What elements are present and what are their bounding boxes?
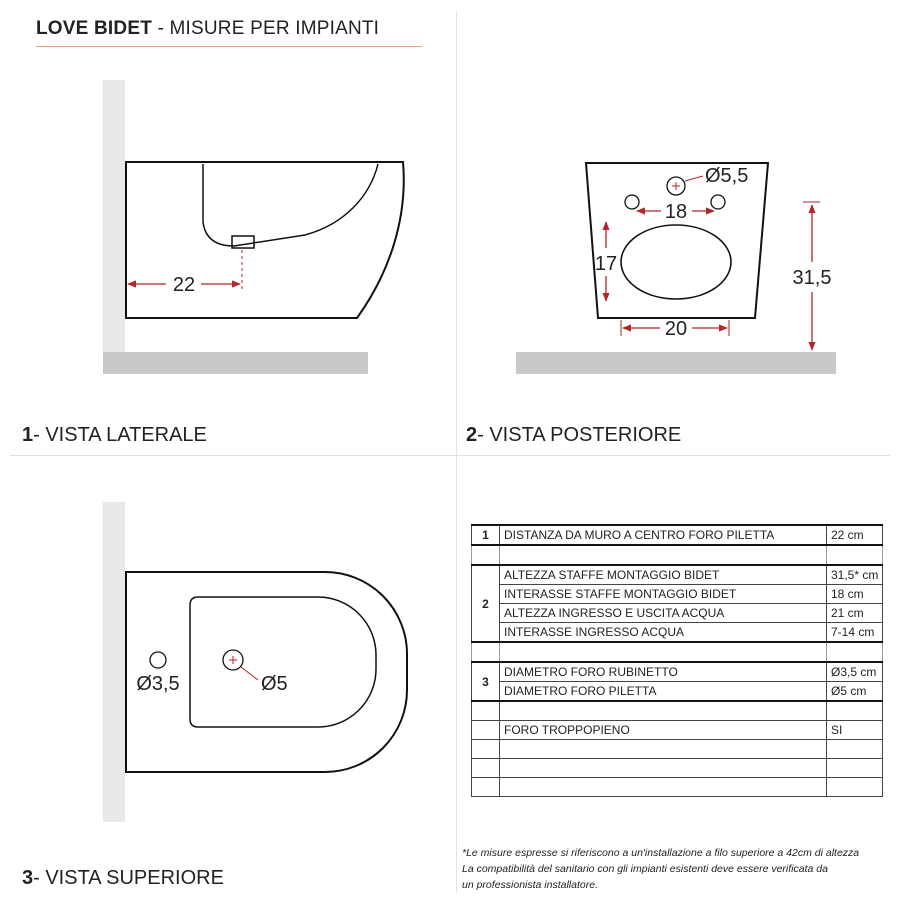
table-value-cell bbox=[827, 740, 883, 759]
top-bidet-outline bbox=[126, 572, 407, 772]
side-bidet-outline bbox=[126, 162, 404, 318]
table-desc-cell: DIAMETRO FORO PILETTA bbox=[500, 682, 827, 702]
rear-bracket-height-label: 17 bbox=[594, 253, 618, 275]
table-value-cell: 22 cm bbox=[827, 525, 883, 545]
top-drain-hole-label: Ø5 bbox=[261, 673, 288, 695]
table-group-cell bbox=[472, 759, 500, 778]
table-value-cell bbox=[827, 778, 883, 797]
table-row bbox=[472, 545, 883, 565]
table-row bbox=[472, 778, 883, 797]
table-value-cell: SI bbox=[827, 721, 883, 740]
footnotes bbox=[462, 845, 859, 893]
specs-table bbox=[471, 524, 883, 797]
table-value-cell: Ø5 cm bbox=[827, 682, 883, 702]
rear-bracket-spacing-label: 18 bbox=[664, 201, 688, 223]
table-group-cell bbox=[472, 642, 500, 662]
top-wall bbox=[103, 502, 125, 822]
table-value-cell bbox=[827, 759, 883, 778]
side-dim-label-22: 22 bbox=[172, 274, 196, 296]
table-value-cell bbox=[827, 545, 883, 565]
table-value-cell: Ø3,5 cm bbox=[827, 662, 883, 682]
rear-bracket-right bbox=[711, 195, 725, 209]
table-desc-cell: FORO TROPPOPIENO bbox=[500, 721, 827, 740]
view-title-3: - VISTA SUPERIORE bbox=[33, 867, 224, 889]
table-value-cell: 7-14 cm bbox=[827, 623, 883, 643]
table-desc-cell: DISTANZA DA MURO A CENTRO FORO PILETTA bbox=[500, 525, 827, 545]
table-value-cell: 18 cm bbox=[827, 585, 883, 604]
footnote-line-2: La compatibilità del sanitario con gli impianti esistenti deve essere verificata da bbox=[462, 863, 828, 875]
table-desc-cell bbox=[500, 545, 827, 565]
view-label-side bbox=[22, 424, 207, 447]
table-desc-cell bbox=[500, 642, 827, 662]
table-desc-cell: DIAMETRO FORO RUBINETTO bbox=[500, 662, 827, 682]
side-floor bbox=[103, 352, 368, 374]
table-row bbox=[472, 662, 883, 682]
footnote-line-1: *Le misure espresse si riferiscono a un'installazione a filo superiore a 42cm di altezza bbox=[462, 847, 860, 859]
table-desc-cell bbox=[500, 778, 827, 797]
table-row bbox=[472, 623, 883, 643]
table-row bbox=[472, 604, 883, 623]
side-wall bbox=[103, 80, 125, 352]
product-name: LOVE BIDET bbox=[36, 18, 153, 39]
rear-outlet-opening bbox=[621, 225, 731, 299]
table-row bbox=[472, 525, 883, 545]
table-row bbox=[472, 682, 883, 702]
side-bowl-inner bbox=[203, 164, 378, 246]
table-value-cell: 31,5* cm bbox=[827, 565, 883, 585]
table-group-cell bbox=[472, 701, 500, 721]
table-desc-cell bbox=[500, 701, 827, 721]
rear-floor bbox=[516, 352, 836, 374]
table-desc-cell: INTERASSE STAFFE MONTAGGIO BIDET bbox=[500, 585, 827, 604]
table-desc-cell bbox=[500, 740, 827, 759]
view-title-1: - VISTA LATERALE bbox=[33, 424, 207, 446]
table-row bbox=[472, 759, 883, 778]
page-subtitle: - MISURE PER IMPIANTI bbox=[157, 18, 380, 39]
view-title-2: - VISTA POSTERIORE bbox=[477, 424, 682, 446]
rear-total-height-label: 31,5 bbox=[792, 267, 832, 289]
top-tap-hole bbox=[150, 652, 166, 668]
view-label-rear bbox=[466, 424, 681, 447]
table-desc-cell: INTERASSE INGRESSO ACQUA bbox=[500, 623, 827, 643]
top-tap-hole-label: Ø3,5 bbox=[136, 673, 180, 695]
table-desc-cell bbox=[500, 759, 827, 778]
rear-bracket-left bbox=[625, 195, 639, 209]
top-bowl-inner bbox=[190, 597, 376, 727]
view-number-3: 3 bbox=[22, 867, 34, 889]
table-value-cell bbox=[827, 642, 883, 662]
table-row bbox=[472, 585, 883, 604]
top-drain-leader bbox=[241, 667, 258, 680]
view-number-2: 2 bbox=[466, 424, 478, 446]
table-group-cell: 1 bbox=[472, 525, 500, 545]
table-group-cell bbox=[472, 545, 500, 565]
view-label-top bbox=[22, 867, 224, 890]
table-group-cell bbox=[472, 721, 500, 740]
table-row bbox=[472, 642, 883, 662]
table-desc-cell: ALTEZZA STAFFE MONTAGGIO BIDET bbox=[500, 565, 827, 585]
rear-outlet-width-label: 20 bbox=[664, 318, 688, 340]
table-row bbox=[472, 721, 883, 740]
table-row bbox=[472, 740, 883, 759]
side-view bbox=[103, 80, 404, 374]
rear-inlet-label: Ø5,5 bbox=[705, 165, 749, 187]
table-row bbox=[472, 701, 883, 721]
table-group-cell bbox=[472, 778, 500, 797]
view-number-1: 1 bbox=[22, 424, 34, 446]
footnote-line-3: un professionista installatore. bbox=[462, 879, 598, 891]
rear-view bbox=[516, 163, 836, 374]
table-value-cell bbox=[827, 701, 883, 721]
table-value-cell: 21 cm bbox=[827, 604, 883, 623]
table-group-cell: 2 bbox=[472, 565, 500, 642]
table-row bbox=[472, 565, 883, 585]
top-view bbox=[103, 502, 407, 822]
table-group-cell: 3 bbox=[472, 662, 500, 701]
table-desc-cell: ALTEZZA INGRESSO E USCITA ACQUA bbox=[500, 604, 827, 623]
table-group-cell bbox=[472, 740, 500, 759]
rear-inlet-leader bbox=[685, 176, 703, 181]
